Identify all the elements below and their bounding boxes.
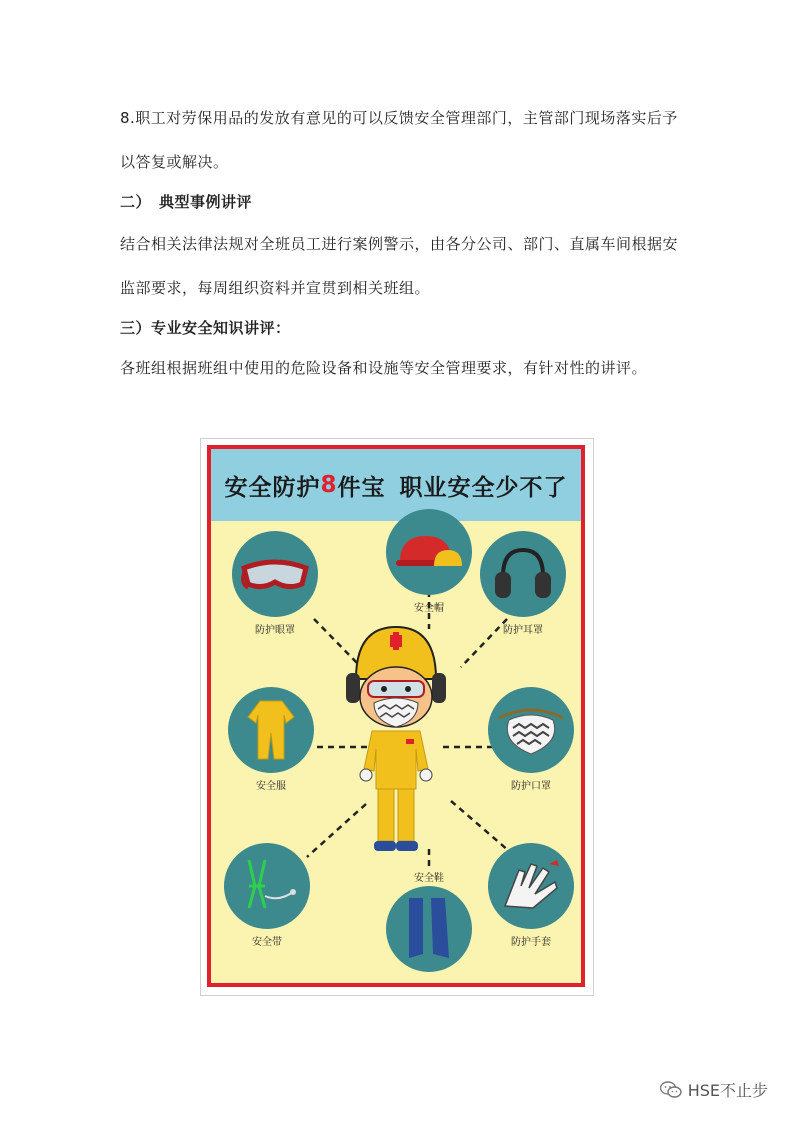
safety-poster	[207, 445, 585, 987]
helmet-icon	[394, 530, 464, 574]
poster-title-part3: 职业安全少不了	[399, 474, 568, 501]
poster-item-earmuffs	[473, 531, 573, 636]
poster-title-part1: 安全防护	[224, 474, 321, 501]
item-label: 安全带	[252, 937, 282, 948]
earmuffs-icon	[493, 546, 553, 602]
poster-title-part2: 件宝	[337, 474, 386, 501]
item-label: 防护口罩	[511, 781, 551, 792]
gloves-icon	[499, 856, 563, 916]
paragraph-case-review: 结合相关法律法规对全班员工进行案例警示，由各分公司、部门、直属车间根据安监部要求，每周组织资料并宣贯到相关班组。	[120, 235, 679, 297]
goggles-icon	[240, 554, 310, 594]
poster-item-boots	[379, 869, 479, 972]
boots-icon	[405, 894, 453, 964]
item-label: 防护眼罩	[255, 625, 295, 636]
poster-item-gloves	[481, 843, 581, 948]
item-label: 防护手套	[511, 937, 551, 948]
item-label: 安全服	[256, 781, 286, 792]
harness-icon	[235, 856, 299, 916]
safety-poster-image	[200, 438, 594, 996]
poster-item-helmet	[379, 509, 479, 614]
poster-item-safety-suit	[221, 687, 321, 792]
account-name: HSE不止步	[687, 1081, 768, 1100]
mask-icon	[495, 702, 567, 758]
poster-item-goggles	[225, 531, 325, 636]
wechat-icon	[660, 1081, 682, 1099]
heading-safety-knowledge: 三）专业安全知识讲评：	[120, 319, 291, 337]
poster-item-harness	[217, 843, 317, 948]
item-label: 安全帽	[414, 603, 444, 614]
safety-suit-icon	[246, 697, 296, 763]
poster-title-accent: 8	[320, 472, 338, 498]
item-label: 防护耳罩	[503, 625, 543, 636]
account-watermark	[660, 1078, 768, 1101]
paragraph-safety-knowledge: 各班组根据班组中使用的危险设备和设施等安全管理要求，有针对性的讲评。	[120, 359, 648, 377]
poster-item-mask	[481, 687, 581, 792]
worker-figure	[346, 619, 446, 869]
item-label: 安全鞋	[414, 873, 444, 884]
heading-case-review: 二） 典型事例讲评	[120, 193, 253, 211]
paragraph-feedback: 8.职工对劳保用品的发放有意见的可以反馈安全管理部门，主管部门现场落实后予以答复或解决。	[120, 109, 678, 171]
